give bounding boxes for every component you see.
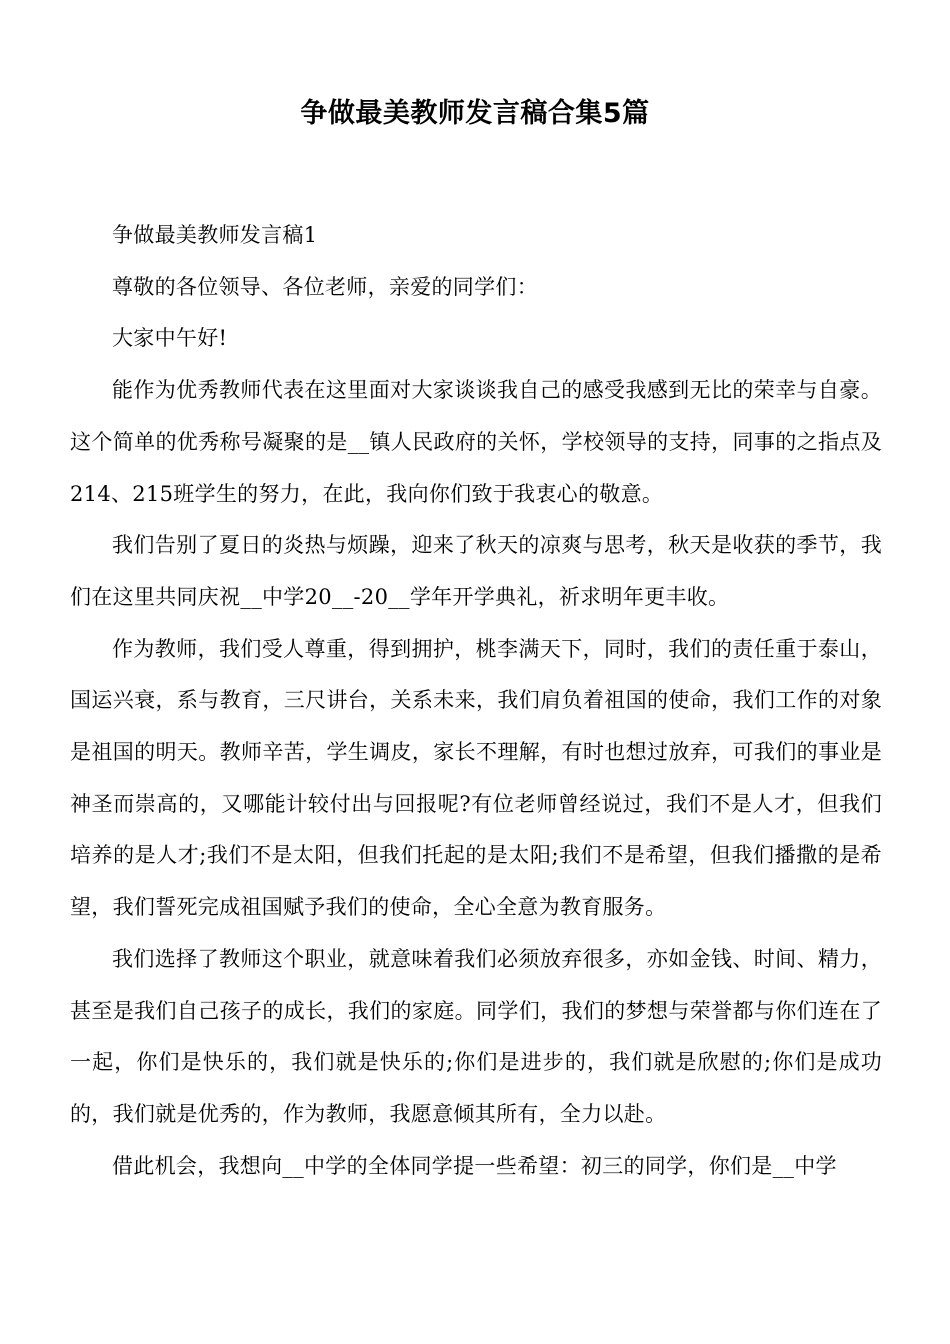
body-paragraph: 借此机会，我想向__中学的全体同学提一些希望：初三的同学，你们是__中学 bbox=[112, 1153, 837, 1178]
salutation-paragraph: 尊敬的各位领导、各位老师，亲爱的同学们： bbox=[112, 274, 538, 299]
body-paragraph: 能作为优秀教师代表在这里面对大家谈谈我自己的感受我感到无比的荣幸与自豪。这个简单的优秀称号凝聚的是__镇人民政府的关怀，学校领导的支持，同事的之指点及214、215班学生的努力，在此，我向你们致于我衷心的敬意。 bbox=[70, 378, 882, 506]
document-title: 争做最美教师发言稿合集5篇 bbox=[300, 98, 650, 129]
section-heading: 争做最美教师发言稿1 bbox=[112, 223, 318, 247]
document-body bbox=[70, 210, 882, 1192]
body-paragraph: 我们告别了夏日的炎热与烦躁，迎来了秋天的凉爽与思考，秋天是收获的季节，我们在这里共同庆祝__中学20__-20__学年开学典礼，祈求明年更丰收。 bbox=[70, 533, 882, 609]
body-paragraph: 我们选择了教师这个职业，就意味着我们必须放弃很多，亦如金钱、时间、精力，甚至是我们自己孩子的成长，我们的家庭。同学们，我们的梦想与荣誉都与你们连在了一起，你们是快乐的，我们就是快乐的;你们是进步的，我们就是欣慰的;你们是成功的，我们就是优秀的，作为教师，我愿意倾其所有，全力以赴。 bbox=[70, 946, 882, 1126]
greeting-paragraph: 大家中午好! bbox=[112, 326, 228, 351]
body-paragraph: 作为教师，我们受人尊重，得到拥护，桃李满天下，同时，我们的责任重于泰山，国运兴衰，系与教育，三尺讲台，关系未来，我们肩负着祖国的使命，我们工作的对象是祖国的明天。教师辛苦，学生调皮，家长不理解，有时也想过放弃，可我们的事业是神圣而崇高的，又哪能计较付出与回报呢?有位老师曾经说过，我们不是人才，但我们培养的是人才;我们不是太阳，但我们托起的是太阳;我们不是希望，但我们播撒的是希望，我们誓死完成祖国赋予我们的使命，全心全意为教育服务。 bbox=[70, 636, 882, 920]
